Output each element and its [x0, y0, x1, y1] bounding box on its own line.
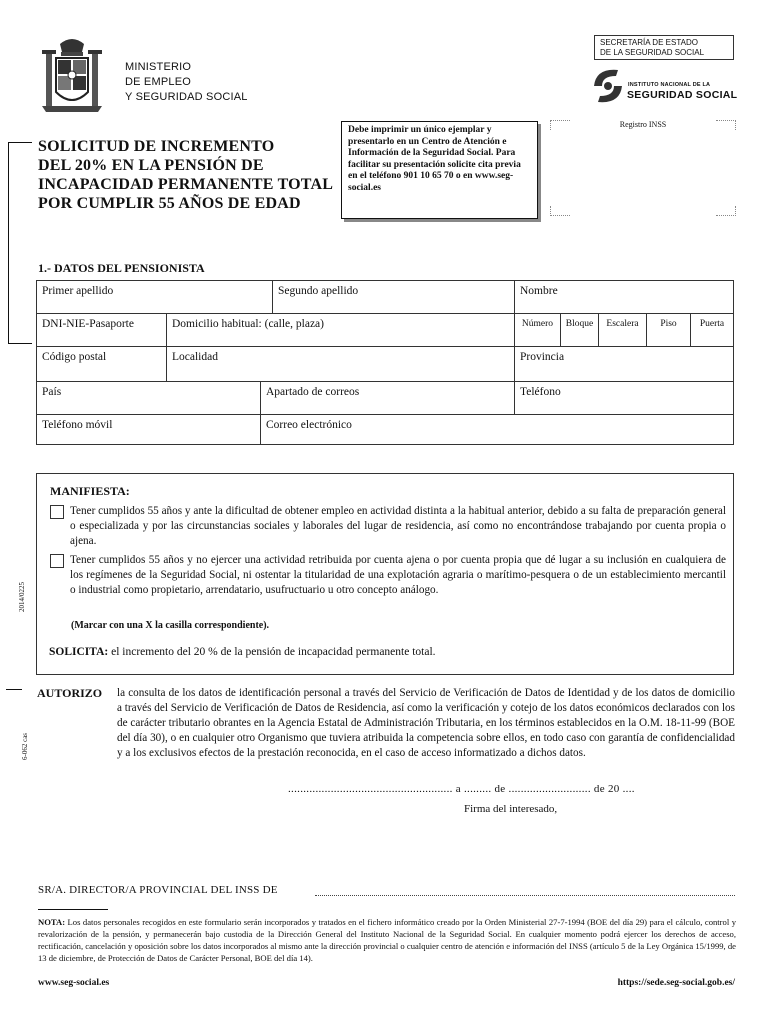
title-line: SOLICITUD DE INCREMENTO: [38, 138, 275, 155]
secretaria-line: SECRETARÍA DE ESTADO: [600, 38, 698, 47]
field-segundo-apellido[interactable]: Segundo apellido: [273, 281, 515, 314]
field-pais[interactable]: País: [37, 382, 261, 415]
field-primer-apellido[interactable]: Primer apellido: [37, 281, 273, 314]
field-numero[interactable]: Número: [515, 314, 561, 347]
title-bracket: [8, 142, 32, 344]
field-correo[interactable]: Correo electrónico: [266, 419, 352, 431]
field-telefono[interactable]: Teléfono: [515, 382, 733, 415]
field-domicilio[interactable]: Domicilio habitual: (calle, plaza): [167, 314, 515, 347]
manifiesta-title: MANIFIESTA:: [50, 484, 130, 498]
option-1-text: Tener cumplidos 55 años y ante la dificultad de obtener empleo en actividad distinta a la habitual anterior, debido a su falta de preparación general o especializada y por las circunstancias sociales y laborales del lugar de residencia, así como no encontrándose trabajando por cuenta propia o ajena.: [70, 505, 726, 547]
ministry-line: DE EMPLEO: [125, 76, 191, 88]
date-place-line[interactable]: ...................................................... a ......... de ........................... de 20 ....: [288, 783, 635, 795]
autorizo-label: AUTORIZO: [37, 686, 103, 700]
form-code: 2014/0225: [18, 582, 26, 612]
field-apartado[interactable]: Apartado de correos: [261, 382, 515, 415]
field-bloque[interactable]: Bloque: [561, 314, 599, 347]
ministry-line: Y SEGURIDAD SOCIAL: [125, 91, 248, 103]
secretaria-box: [594, 35, 734, 60]
mark-instruction: (Marcar con una X la casilla correspondiente).: [71, 620, 270, 631]
field-nombre[interactable]: Nombre: [515, 281, 733, 314]
print-notice: Debe imprimir un único ejemplar y presentarlo en un Centro de Atención e Información de la Seguridad Social. Para facilitar su presentación solicite cita previa en el teléfono 901 10 65 70 o en www.seg-social.es: [341, 121, 538, 219]
ministry-line: MINISTERIO: [125, 61, 192, 73]
field-localidad[interactable]: Localidad: [167, 347, 515, 382]
option-2-text: Tener cumplidos 55 años y no ejercer una actividad retribuida por cuenta ajena o por cuenta propia que dé lugar a su inclusión en cualquiera de los regímenes de la Seguridad Social, ni ostentar la titularidad de una explotación agraria o marítimo-pesquera o de un establecimiento mercantil o industrial como propietario, arrendatario, usufructuario u otro concepto análogo.: [70, 554, 726, 596]
registro-stamp-area: [550, 120, 736, 216]
field-escalera[interactable]: Escalera: [599, 314, 647, 347]
title-line: POR CUMPLIR 55 AÑOS DE EDAD: [38, 195, 301, 212]
solicita-label: SOLICITA:: [49, 646, 109, 658]
nota-divider: [38, 909, 108, 910]
field-piso[interactable]: Piso: [647, 314, 691, 347]
footer-sede-url[interactable]: https://sede.seg-social.gob.es/: [617, 978, 735, 988]
field-provincia[interactable]: Provincia: [515, 347, 733, 382]
field-dni[interactable]: DNI-NIE-Pasaporte: [37, 314, 167, 347]
nota-label: NOTA:: [38, 917, 66, 927]
solicita-text: el incremento del 20 % de la pensión de incapacidad permanente total.: [108, 646, 436, 658]
secretaria-line: DE LA SEGURIDAD SOCIAL: [600, 48, 705, 57]
section-1-title: 1.- DATOS DEL PENSIONISTA: [38, 261, 205, 275]
ministry-name: [125, 60, 248, 105]
option-2-checkbox[interactable]: [50, 554, 64, 568]
title-line: INCAPACIDAD PERMANENTE TOTAL: [38, 176, 334, 193]
inss-small-text: INSTITUTO NACIONAL DE LA: [628, 82, 711, 88]
form-model-code: 6-062 cas: [21, 732, 29, 760]
field-puerta[interactable]: Puerta: [691, 314, 733, 347]
field-telefono-movil[interactable]: Teléfono móvil: [37, 415, 261, 444]
signature-label: Firma del interesado,: [464, 803, 558, 815]
director-line: SR/A. DIRECTOR/A PROVINCIAL DEL INSS DE: [38, 884, 278, 896]
form-title: [38, 137, 348, 213]
pensioner-data-grid: [36, 280, 734, 445]
director-province-field[interactable]: [315, 895, 735, 896]
registro-label: Registro INSS: [619, 120, 667, 129]
privacy-note: [38, 916, 736, 964]
autorizo-text: la consulta de los datos de identificación personal a través del Servicio de Verificación de Datos de Identidad y de los datos de domicilio a través del Servicio de Verificación de Datos de Residencia, así como la verificación y cotejo de los datos económicos declarados con los de carácter tributario obrantes en la Agencia Estatal de Administración Tributaria, en los términos establecidos en la O.M. 18-11-99 (BOE del día 30), o en cualquier otro Organismo que tuviera atribuida la competencia sobre ellos, en todo caso con garantía de confidencialidad y a los exclusivos efectos de la prestación reconocida, en el caso de acceso informatizado a dichos datos.: [117, 687, 735, 759]
footer-website[interactable]: www.seg-social.es: [38, 978, 110, 988]
inss-name: SEGURIDAD SOCIAL: [627, 89, 738, 101]
fold-mark: [6, 689, 22, 690]
option-1-checkbox[interactable]: [50, 505, 64, 519]
solicita-line: [49, 646, 436, 658]
field-codigo-postal[interactable]: Código postal: [37, 347, 167, 382]
title-line: DEL 20% EN LA PENSIÓN DE: [38, 157, 264, 174]
coat-of-arms-icon: [36, 36, 108, 122]
nota-text: Los datos personales recogidos en este formulario serán incorporados y tratados en el fichero informático creado por la Orden Ministerial 27-7-1994 (BOE del día 29) para el cálculo, control y revalorización de la pensión, y permanecerán bajo custodia de la Dirección General del Instituto Nacional de la Seguridad Social. En cualquier momento podrá ejercer los derechos de acceso, rectificación, cancelación y oposición sobre los datos incorporados al mismo ante la dirección provincial o cualquier centro de atención e información del INSS (artículo 5 de la Ley Orgánica 15/1999, de 13 de diciembre, de Protección de Datos de Carácter Personal, BOE del día 14).: [38, 917, 736, 963]
manifiesta-box: [36, 473, 734, 675]
